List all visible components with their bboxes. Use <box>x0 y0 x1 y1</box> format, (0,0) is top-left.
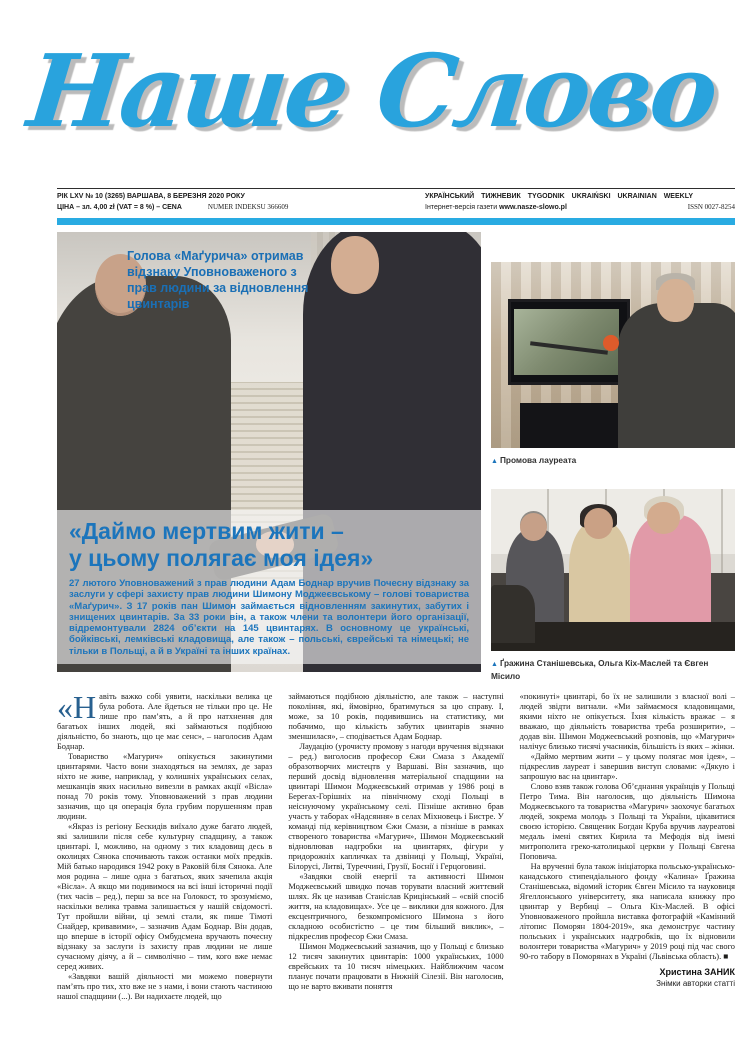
weekly-title: УКРАЇНСЬКИЙ ТИЖНЕВИК TYGODNIK UKRAIŃSKI UKRAINIAN WEEKLY <box>425 193 693 200</box>
photo-shape-head <box>657 279 694 322</box>
lead-paragraph: 27 лютого Уповноважений з прав людини Адам Боднар вручив Почесну відзнаку за заслуги у сфері захисту прав людини Шимону Моджеєвському – голові товариства «Маґурич». З 17 років пан Шимон займається відновленням закинутих, забутих і знищених цвинтарів. За 33 роки він, а також члени та волонтери його організації, відремонтували 2824 об’єкти на 145 цвинтарях. В основному це українські, бойківські, лемківські кладовища, але також – польські, єврейські та німецькі; не тільки в Польщі, а й в Україні та інших країнах. <box>69 577 469 657</box>
article-paragraph: «Завдяки своїй енергії та активності Шимон Моджеєвський швидко почав торувати власний життєвий шлях. Як це називав Станіслав Крицінський – «свій спосіб життя, на кладовищах». Усе це – виклики для кожного. Для ексцентричного, безкомпромісного Шимона з його складною особистістю – це тим більший виклик», – підкреслив професор Єжи Смаза. <box>288 872 504 941</box>
article-column-3 <box>520 692 735 1002</box>
byline <box>520 967 735 989</box>
photo-shape-woman2 <box>630 515 711 635</box>
website-url: www.nasze-slowo.pl <box>499 203 567 211</box>
article-paragraph: «Якраз із регіону Бескидів виїхало дуже багато людей, які залишили після себе культурну спадщину, а також цвинтарі. І, можливо, на одному з тих кладовищ десь в околицях Сянока спочивають також останки моїх предків. Мій батько народився 1942 року в Раковій біля Сянока. Але моя родина – лише одна з багатьох, яких зачепила акція «Вісла». А якщо ми подивимося на всі інші історичні події (тих часів – ред.), перш за все на Голокост, то зрозуміємо, наскільки велика травма залишається у нашій свідомості. Тут пройшли війни, ці землі стали, як пише Тімоті Снайдер, кривавими», – зазначив Адам Боднар. Він додав, що вперше в історії офісу Омбудсмена вручають почесну відзнаку за заслуги із захисту прав людини не лише сучасному діячу, а й – символічно – тим, кого вже немає серед живих. <box>57 822 273 971</box>
article-paragraph: займаються подібною діяльністю, але також – наступні покоління, які, ймовірно, братимуться за цю справу. І, може, за 10 років, подивившись на статистику, ми побачимо, що кількість забутих цвинтарів значно зменшилася», – сподівається Адам Боднар. <box>288 692 504 741</box>
photo-overlay-caption: Голова «Маґурича» отримав відзнаку Уповноваженого з прав людини за відновлення цвинтарів <box>127 249 309 311</box>
triangle-icon: ▲ <box>491 661 498 668</box>
price-row <box>57 203 387 213</box>
article-paragraph: На врученні була також ініціаторка польсько-українсько-канадського стипендіального фонду «Калина» Ґражина Станішевська, відомий історик Євген Місило та науковиця Ягеллонського університету, яка написала книжку про цвинтар у Вербиці – Ольга Кіх-Маслей. В офісі Уповноваженого пройшла виставка фотографій «Камінний літопис Поморян 1804-2019», яка демонструє частину польських і українських надгробків, що їх відновили волонтери товариства «Магурич» у 2019 році під час свого 90-го табору в Поморянах в Україні (Львівська область). ■ <box>519 862 735 961</box>
article-paragraph: Товариство «Магурич» опікується закинутими цвинтарями. Часто вони знаходяться на землях, де зараз ніхто не живе, наприклад, у колишніх українських селах, мешканців яких насильно вивезли в рамках акції «Вісла» понад 70 років тому. Уповноважений з прав людини зазначив, що ця операція була грубим порушенням прав людини. <box>57 752 273 821</box>
article-paragraph: Лаудацію (урочисту промову з нагоди вручення відзнаки – ред.) виголосив професор Єжи Смаза з Академії образотворчих мистецтв у Варшаві. Він зазначив, що перший досвід відновлення матеріальної спадщини на цвинтарі Шимон Моджеєвський отримав у 1986 році в Берегах-Горішніх на північному сході Польщі в неіснуючому українському селі. Пізніше активно брав участь у таборах «Надсяння» в селах Міхновець і Бистре. У команді під керівництвом Єжи Смази, а пізніше в рамках створеного товариства «Магурич», Шимон Моджеєвський відновлював надгробки на цвинтарях, фігури у придорожніх капличках та дзвіниці у Польщі, Україні, Білорусі, Литві, Туреччині, Грузії, Боснії і Герцоговині. <box>288 742 504 871</box>
issue-line: РІК LXV № 10 (3265) ВАРШАВА, 8 БЕРЕЗНЯ 2020 РОКУ <box>57 193 245 200</box>
web-version-label: Інтернет-версія газети <box>425 203 500 211</box>
article-paragraph: Шимон Моджеєвський зазначив, що у Польщі є близько 12 тисяч закинутих цвинтарів: 1000 українських, 1000 єврейських та 10 тисяч німецьких. Найближчим часом планує почати працювати в Нижній Сілезії. Він наголосив, що не варто вживати поняття <box>288 942 504 991</box>
newspaper-logo: Наше Слово <box>23 32 721 150</box>
photo-caption-1 <box>491 455 735 468</box>
article-paragraph: «Навіть важко собі уявити, наскільки велика це була робота. Але йдеться не тільки про це. Не лише про пам’ять, а й про натхнення для багатьох інших людей, які займаються подібною діяльністю, бо знають, що це має сенс», – наголосив Адам Боднар. <box>57 689 273 751</box>
article-paragraph: «покинуті» цвинтарі, бо їх не залишили з власної волі – людей звідти вигнали. «Ми займаємося кладовищами, якими ніхто не опікується. Їхня кількість вражає – я вважаю, що діяльність товариства треба розширити», – додав він. Шимон Моджеєвський розповів, що «Магурич» налічує близько тисячі учасників, більшість із яких – жінки. <box>519 692 735 751</box>
photo-shape-head-right <box>331 236 380 293</box>
headline-block <box>57 510 481 664</box>
price-line: ЦІНА – зл. 4,00 zł (VAT = 8 %) – CENA <box>57 203 182 211</box>
web-version <box>425 203 567 213</box>
side-photo-audience <box>491 489 735 651</box>
photo-credit: Знімки авторки статті <box>656 979 735 988</box>
photo-shape-woman1-head <box>584 508 613 539</box>
photo-caption-2-text: Ґражина Станішевська, Ольга Кіх-Маслей та Євген Місило <box>491 658 709 681</box>
issue-info-bar <box>57 188 735 212</box>
article-column-1 <box>57 689 273 1002</box>
divider-bar <box>57 218 735 225</box>
photo-caption-1-text: Промова лауреата <box>499 455 577 465</box>
photo-caption-2 <box>491 658 735 681</box>
index-number: NUMER INDEKSU 366609 <box>207 202 289 211</box>
masthead <box>0 34 744 149</box>
issue-info-left <box>57 192 387 212</box>
article-headline <box>69 518 469 572</box>
article-paragraph: «Завдяки вашій діяльності ми можемо повернути пам’ять про тих, хто вже не з нами, і вони стають частиною нашої спадщини (...). Ви надихаєте людей, що <box>57 972 273 1001</box>
article-paragraph: «Даймо мертвим жити – у цьому полягає моя ідея», – підкреслив лауреат і завершив виступ словами: «Дякую і запрошую вас на цвинтар». <box>519 752 735 781</box>
article-body <box>57 689 735 1002</box>
lead-photo-handshake <box>57 232 481 672</box>
article-column-3-text <box>520 692 735 962</box>
issn-number: ISSN 0027-8254 <box>687 202 735 211</box>
triangle-icon: ▲ <box>491 458 498 465</box>
issue-info-right <box>425 192 735 212</box>
headline-line1: «Даймо мертвим жити – <box>69 517 344 544</box>
headline-line2: у цьому полягає моя ідея» <box>69 544 374 571</box>
drop-cap: «Н <box>57 689 97 725</box>
photo-shape-man-head <box>520 513 547 541</box>
article-paragraph: Слово взяв також голова Об’єднання українців у Польщі Петро Тима. Він наголосив, що діяльність Шимона Моджеєвського та товариства «Магурич» заохочує багатьох людей, зокрема молодь з Польщі та України, цікавитися своєю історією. Священик Богдан Круба вручив лауреатові медаль імені святих Кирила та Мефодія від імені митрополита греко-католицької церкви у Польщі Євгена Поповича. <box>519 782 735 861</box>
side-photo-speech <box>491 262 735 448</box>
photo-shape-speaker <box>618 303 735 448</box>
author-name: Христина ЗАНИК <box>659 967 735 977</box>
photo-shape-seatback <box>491 585 535 643</box>
article-column-2 <box>288 692 503 1002</box>
web-row <box>425 203 735 213</box>
